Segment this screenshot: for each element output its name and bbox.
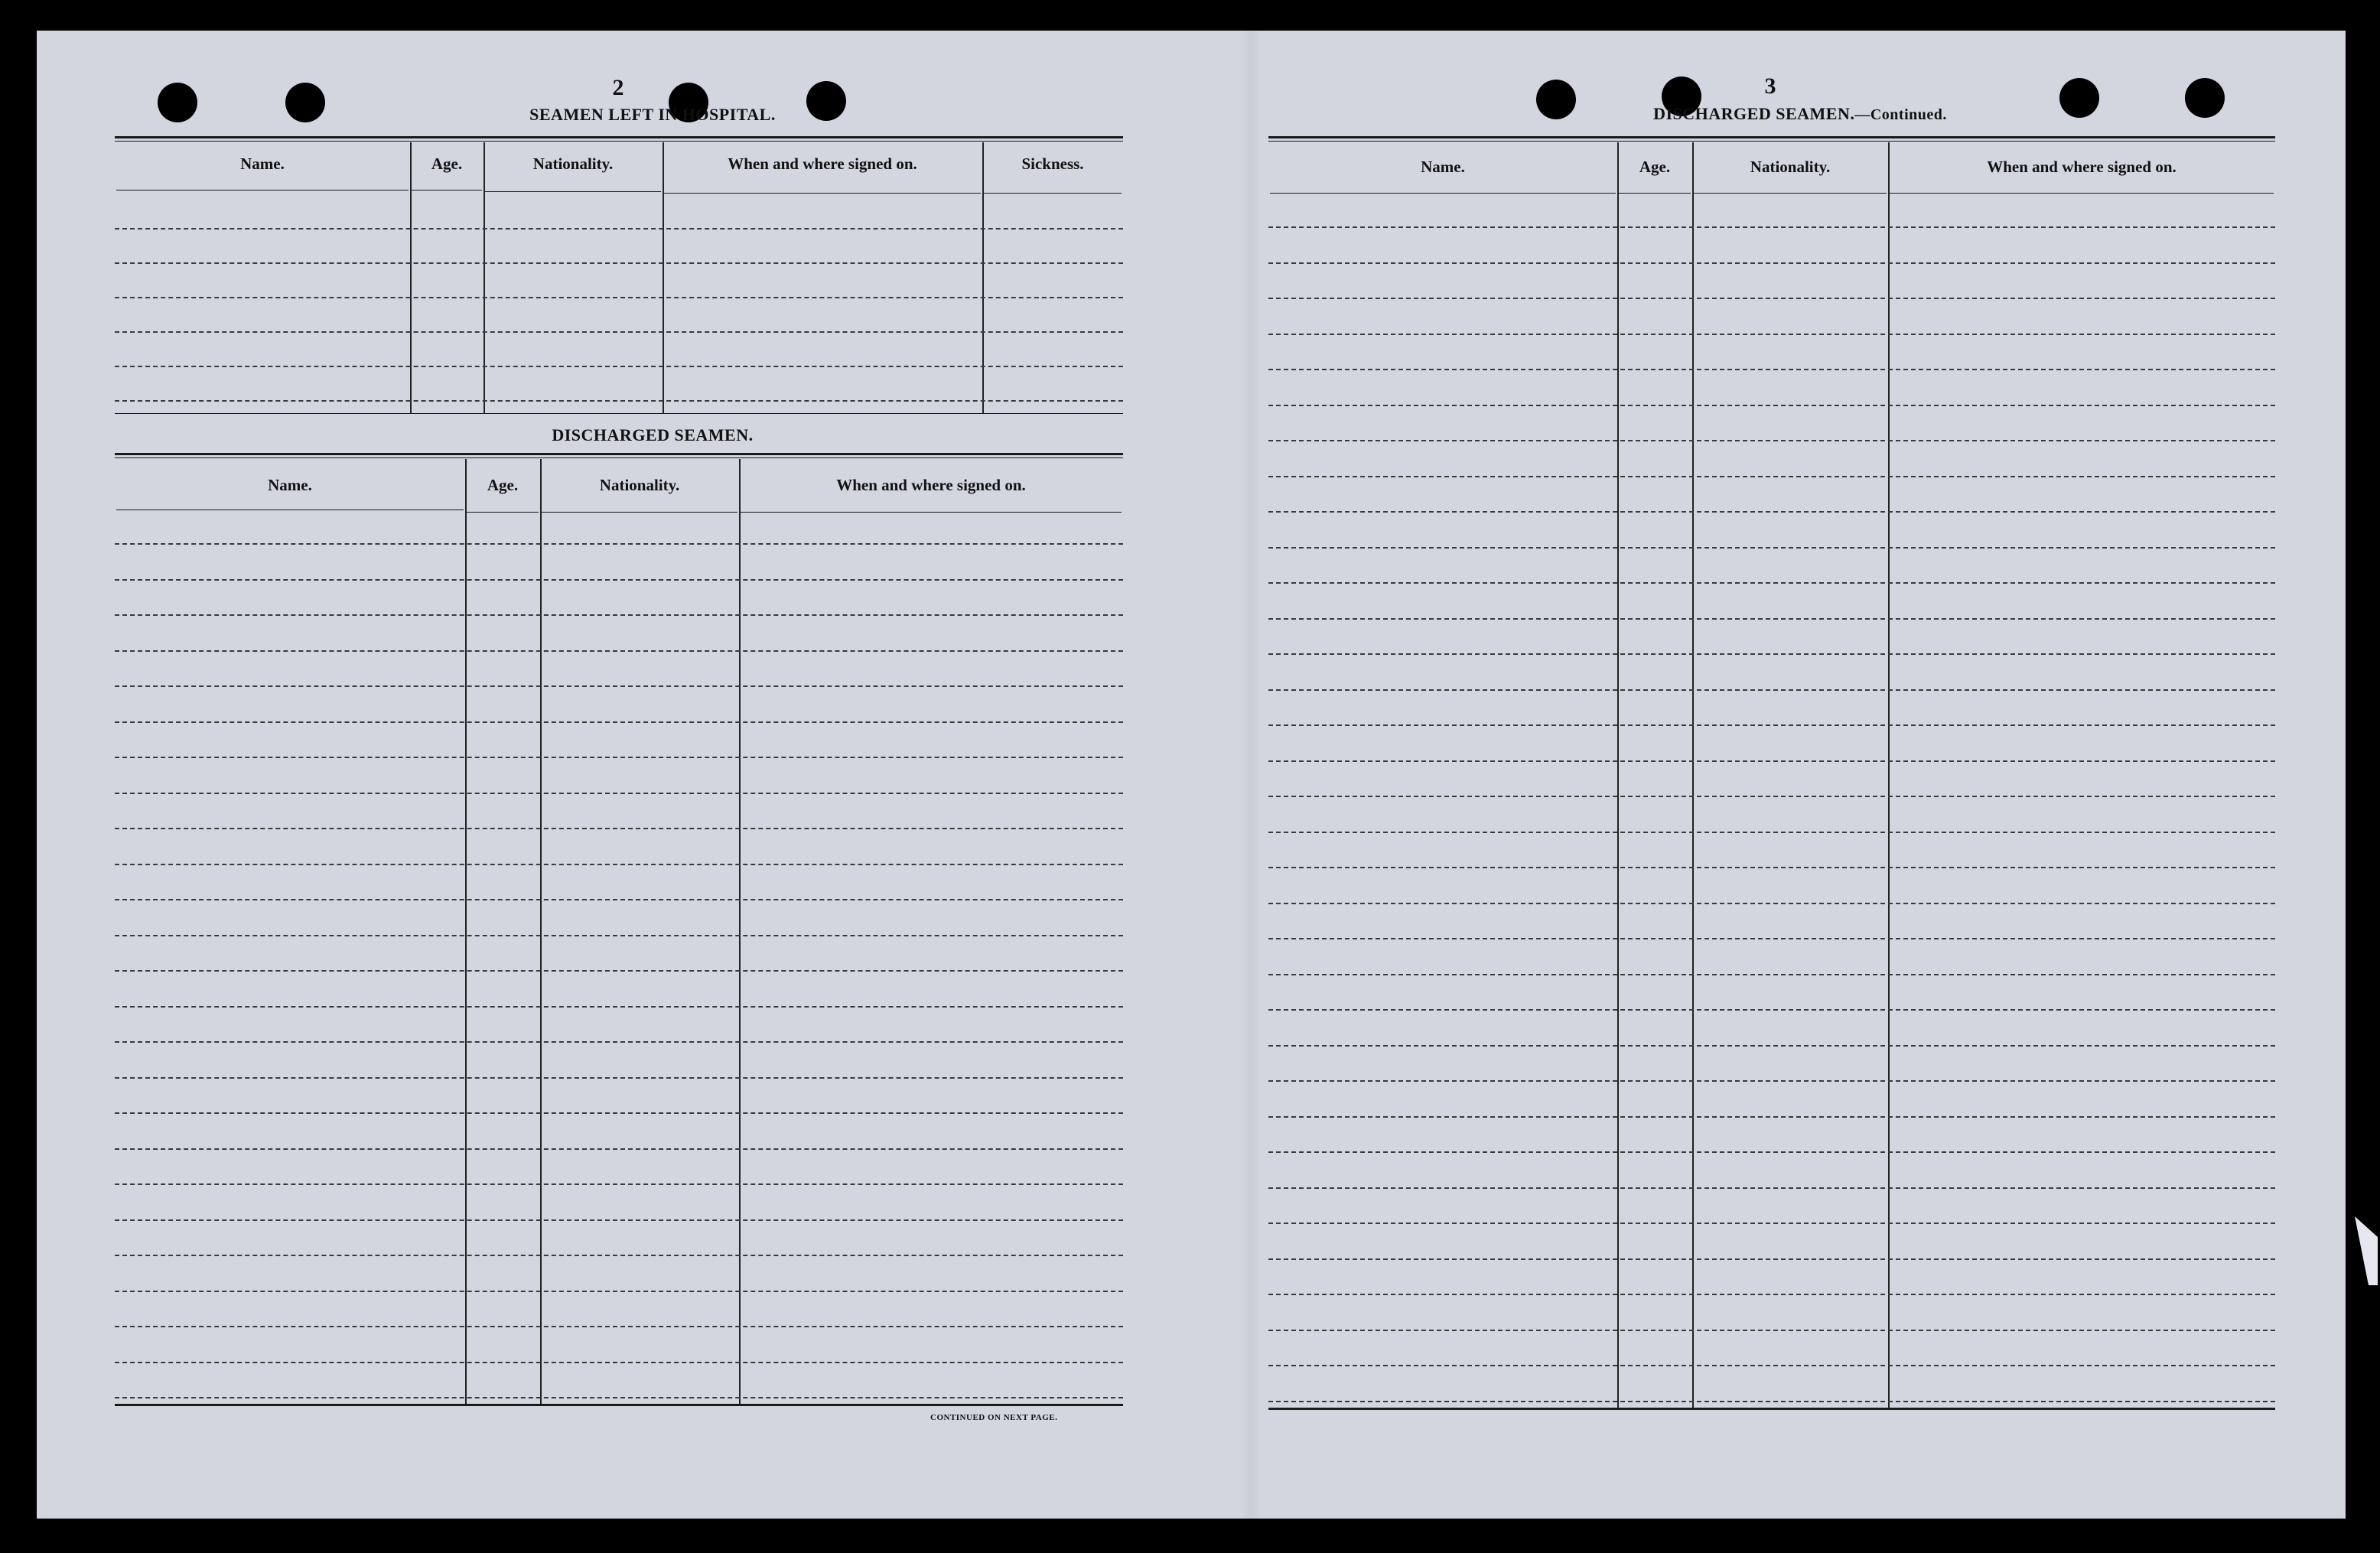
punch-hole bbox=[2185, 78, 2225, 118]
table-row bbox=[1268, 511, 2275, 513]
table-row bbox=[115, 366, 1123, 367]
column-divider bbox=[1617, 142, 1619, 1408]
table-row bbox=[115, 579, 1123, 581]
table-row bbox=[115, 1362, 1123, 1363]
table-row bbox=[115, 1112, 1123, 1114]
table-row bbox=[1268, 1187, 2275, 1189]
punch-hole bbox=[1536, 80, 1576, 119]
table-row bbox=[115, 650, 1123, 652]
hospital-section-title: SEAMEN LEFT IN HOSPITAL. bbox=[529, 105, 776, 124]
column-divider bbox=[540, 459, 542, 1404]
table-row bbox=[115, 721, 1123, 723]
center-fold bbox=[1240, 31, 1262, 1519]
column-header: When and where signed on. bbox=[728, 155, 917, 173]
table-row bbox=[1268, 1330, 2275, 1331]
column-divider bbox=[410, 142, 412, 413]
page-number: 3 bbox=[1764, 73, 1776, 99]
table-row bbox=[1268, 903, 2275, 904]
column-divider bbox=[663, 142, 664, 413]
table-row bbox=[115, 543, 1123, 545]
header-underline bbox=[664, 193, 981, 194]
table-top-rule bbox=[115, 453, 1123, 455]
table-row bbox=[1268, 760, 2275, 762]
column-header: Nationality. bbox=[532, 155, 614, 173]
section-title-suffix: —Continued. bbox=[1854, 106, 1947, 123]
column-header: Nationality. bbox=[1750, 158, 1831, 176]
continued-note: CONTINUED ON NEXT PAGE. bbox=[930, 1413, 1058, 1422]
column-divider bbox=[739, 459, 741, 1404]
table-row bbox=[115, 1148, 1123, 1150]
table-row bbox=[1268, 689, 2275, 691]
column-divider bbox=[483, 142, 485, 413]
table-row bbox=[115, 1397, 1123, 1398]
table-row bbox=[1268, 369, 2275, 370]
column-header: Age. bbox=[431, 155, 463, 173]
discharged-section-title: DISCHARGED SEAMEN. bbox=[552, 425, 754, 444]
table-row bbox=[1268, 867, 2275, 868]
table-row bbox=[1268, 1151, 2275, 1153]
header-underline bbox=[1270, 193, 1616, 194]
table-row bbox=[1268, 1009, 2275, 1011]
column-header: Sickness. bbox=[1021, 155, 1084, 173]
punch-hole bbox=[158, 83, 197, 122]
table-row bbox=[115, 228, 1123, 230]
table-row bbox=[115, 864, 1123, 865]
table-row bbox=[115, 1041, 1123, 1043]
table-row bbox=[1268, 974, 2275, 975]
table-row bbox=[1268, 1080, 2275, 1082]
table-row bbox=[115, 331, 1123, 333]
header-underline bbox=[1890, 193, 2274, 194]
table-row bbox=[115, 1326, 1123, 1327]
table-row bbox=[115, 1255, 1123, 1256]
column-header: Name. bbox=[268, 476, 312, 494]
punch-hole bbox=[285, 83, 325, 122]
table-row bbox=[115, 1183, 1123, 1185]
table-row bbox=[1268, 405, 2275, 406]
table-row bbox=[1268, 796, 2275, 797]
header-underline bbox=[467, 512, 539, 513]
table-row bbox=[115, 262, 1123, 264]
table-top-rule bbox=[115, 136, 1123, 138]
column-header: Age. bbox=[1639, 158, 1671, 176]
header-underline bbox=[1694, 193, 1887, 194]
table-row bbox=[1268, 1223, 2275, 1224]
table-row bbox=[1268, 1365, 2275, 1366]
table-row bbox=[115, 1291, 1123, 1292]
table-top-rule bbox=[115, 141, 1123, 142]
table-row bbox=[1268, 547, 2275, 549]
header-underline bbox=[542, 512, 737, 513]
section-title-text: DISCHARGED SEAMEN. bbox=[1653, 104, 1855, 123]
table-row bbox=[1268, 724, 2275, 726]
table-top-rule bbox=[1268, 141, 2275, 142]
table-row bbox=[115, 297, 1123, 298]
punch-hole bbox=[2059, 78, 2099, 118]
table-row bbox=[1268, 334, 2275, 335]
column-divider bbox=[1692, 142, 1694, 1408]
table-row bbox=[1268, 582, 2275, 584]
table-row bbox=[115, 614, 1123, 616]
header-underline bbox=[741, 512, 1122, 513]
table-row bbox=[115, 970, 1123, 972]
table-row bbox=[115, 899, 1123, 900]
table-row bbox=[115, 685, 1123, 687]
discharged-continued-title bbox=[1582, 104, 2018, 124]
table-top-rule bbox=[115, 457, 1123, 458]
table-row bbox=[115, 828, 1123, 829]
table-row bbox=[1268, 298, 2275, 299]
column-header: When and where signed on. bbox=[836, 476, 1026, 494]
table-row bbox=[1268, 832, 2275, 833]
table-row bbox=[1268, 1116, 2275, 1118]
table-row bbox=[115, 400, 1123, 402]
table-bottom-rule bbox=[115, 413, 1123, 414]
table-row bbox=[1268, 262, 2275, 264]
table-row bbox=[1268, 440, 2275, 441]
table-row bbox=[115, 1077, 1123, 1079]
table-row bbox=[115, 793, 1123, 794]
table-row bbox=[1268, 1258, 2275, 1260]
table-bottom-rule bbox=[1268, 1408, 2275, 1410]
column-divider bbox=[982, 142, 984, 413]
table-row bbox=[1268, 618, 2275, 620]
table-row bbox=[1268, 1294, 2275, 1295]
column-header: Name. bbox=[1421, 158, 1465, 176]
header-underline bbox=[485, 191, 661, 192]
column-header: Name. bbox=[240, 155, 285, 173]
ledger-sheet bbox=[37, 31, 2346, 1519]
header-underline bbox=[1619, 193, 1691, 194]
table-row bbox=[115, 757, 1123, 758]
table-row bbox=[1268, 476, 2275, 477]
table-row bbox=[1268, 938, 2275, 939]
table-row bbox=[1268, 1401, 2275, 1402]
table-row bbox=[115, 1219, 1123, 1221]
column-header: Nationality. bbox=[599, 476, 680, 494]
column-divider bbox=[465, 459, 467, 1404]
column-header: Age. bbox=[487, 476, 519, 494]
column-divider bbox=[1888, 142, 1890, 1408]
table-top-rule bbox=[1268, 136, 2275, 138]
page-number: 2 bbox=[612, 75, 624, 100]
table-row bbox=[1268, 1045, 2275, 1047]
table-row bbox=[115, 935, 1123, 936]
column-header: When and where signed on. bbox=[1987, 158, 2177, 176]
header-underline bbox=[984, 193, 1122, 194]
table-row bbox=[1268, 226, 2275, 228]
table-row bbox=[115, 1006, 1123, 1008]
table-bottom-rule bbox=[115, 1404, 1123, 1406]
paper-tear bbox=[2355, 1216, 2378, 1285]
table-row bbox=[1268, 653, 2275, 655]
